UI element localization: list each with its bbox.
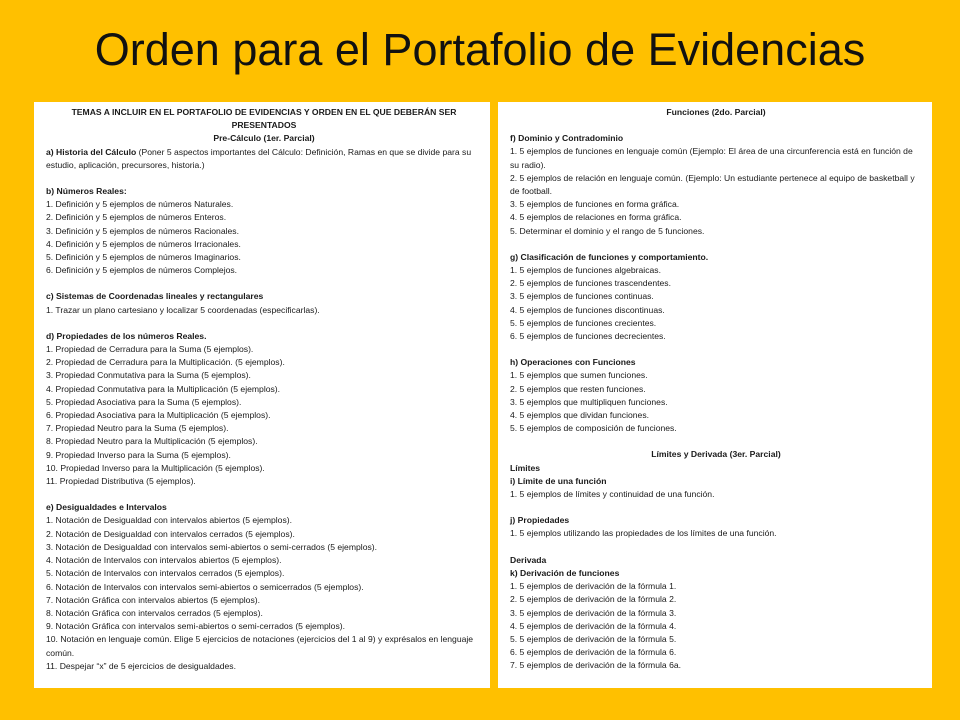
doc-heading: Límites y Derivada (3er. Parcial) xyxy=(651,449,781,460)
list-item: 9. Notación Gráfica con intervalos semi-abiertos o semi-cerrados (5 ejemplos). xyxy=(46,621,345,632)
spacer xyxy=(510,435,922,448)
list-item: 11. Despejar “x” de 5 ejercicios de desigualdades. xyxy=(46,660,236,671)
list-item: 2. 5 ejemplos que resten funciones. xyxy=(510,383,646,394)
list-item: 1. 5 ejemplos utilizando las propiedades de los límites de una función. xyxy=(510,528,777,539)
slide-title: Orden para el Portafolio de Evidencias xyxy=(94,24,866,75)
list-item: 3. Definición y 5 ejemplos de números Racionales. xyxy=(46,225,239,236)
list-item: 10. Propiedad Inverso para la Multiplicación (5 ejemplos). xyxy=(46,462,265,473)
list-item: 5. Determinar el dominio y el rango de 5 funciones. xyxy=(510,225,705,236)
list-item: 7. Notación Gráfica con intervalos abiertos (5 ejemplos). xyxy=(46,594,260,605)
list-item: 10. Notación en lenguaje común. Elige 5 ejercicios de notaciones (ejercicios del 1 al 9) y exprésalos en lenguaje común. xyxy=(46,634,474,658)
section-heading: h) Operaciones con Funciones xyxy=(510,357,636,368)
doc-heading: TEMAS A INCLUIR EN EL PORTAFOLIO DE EVIDENCIAS Y ORDEN EN EL QUE DEBERÁN SER PRESENTADOS xyxy=(71,107,457,131)
list-item: 2. 5 ejemplos de derivación de la fórmula 2. xyxy=(510,594,677,605)
list-item xyxy=(46,146,482,172)
doc-heading: Pre-Cálculo (1er. Parcial) xyxy=(213,133,315,144)
spacer xyxy=(510,238,922,251)
list-item: 1. 5 ejemplos que sumen funciones. xyxy=(510,370,648,381)
list-item: 6. Notación de Intervalos con intervalos semi-abiertos o semicerrados (5 ejemplos). xyxy=(46,581,364,592)
spacer xyxy=(510,119,922,132)
spacer xyxy=(46,488,482,501)
section-heading: k) Derivación de funciones xyxy=(510,567,620,578)
list-item: 2. Propiedad de Cerradura para la Multiplicación. (5 ejemplos). xyxy=(46,357,285,368)
list-item: 1. Propiedad de Cerradura para la Suma (5 ejemplos). xyxy=(46,344,254,355)
list-item: 6. Propiedad Asociativa para la Multiplicación (5 ejemplos). xyxy=(46,410,271,421)
spacer xyxy=(510,541,922,554)
list-item: 5. Propiedad Asociativa para la Suma (5 ejemplos). xyxy=(46,396,242,407)
list-item: 5. Notación de Intervalos con intervalos cerrados (5 ejemplos). xyxy=(46,568,285,579)
section-heading: Límites xyxy=(510,462,541,473)
section-heading: f) Dominio y Contradominio xyxy=(510,133,624,144)
section-description: (Poner 5 aspectos importantes del Cálculo: Definición, Ramas en que se divide para su estudio, aplicación, precursores, historia.) xyxy=(46,146,472,170)
list-item: 11. Propiedad Distributiva (5 ejemplos). xyxy=(46,476,196,487)
list-item: 4. Definición y 5 ejemplos de números Irracionales. xyxy=(46,238,241,249)
list-item: 1. Notación de Desigualdad con intervalos abiertos (5 ejemplos). xyxy=(46,515,293,526)
document-page-right xyxy=(498,102,932,688)
list-item: 9. Propiedad Inverso para la Suma (5 ejemplos). xyxy=(46,449,231,460)
list-item: 4. 5 ejemplos de derivación de la fórmula 4. xyxy=(510,620,677,631)
section-heading: j) Propiedades xyxy=(510,515,570,526)
list-item: 8. Notación Gráfica con intervalos cerrados (5 ejemplos). xyxy=(46,607,263,618)
document-page-left xyxy=(34,102,490,688)
section-heading: e) Desigualdades e Intervalos xyxy=(46,502,167,513)
list-item: 6. 5 ejemplos de derivación de la fórmula 6. xyxy=(510,647,677,658)
list-item: 1. 5 ejemplos de funciones en lenguaje común (Ejemplo: El área de una circunferencia está en función de su radio). xyxy=(510,146,913,170)
list-item: 4. Notación de Intervalos con intervalos abiertos (5 ejemplos). xyxy=(46,555,282,566)
list-item: 1. Trazar un plano cartesiano y localizar 5 coordenadas (especificarlas). xyxy=(46,304,320,315)
list-item: 3. 5 ejemplos que multipliquen funciones. xyxy=(510,396,668,407)
spacer xyxy=(510,343,922,356)
list-item: 2. Definición y 5 ejemplos de números Enteros. xyxy=(46,212,227,223)
spacer xyxy=(510,501,922,514)
list-item: 1. 5 ejemplos de límites y continuidad de una función. xyxy=(510,489,715,500)
list-item: 3. Notación de Desigualdad con intervalos semi-abiertos o semi-cerrados (5 ejemplos). xyxy=(46,541,378,552)
list-item: 6. 5 ejemplos de funciones decrecientes. xyxy=(510,331,666,342)
doc-heading: Funciones (2do. Parcial) xyxy=(666,107,766,117)
list-item: 5. Definición y 5 ejemplos de números Imaginarios. xyxy=(46,252,241,263)
list-item: 7. Propiedad Neutro para la Suma (5 ejemplos). xyxy=(46,423,229,434)
list-item: 3. 5 ejemplos de funciones en forma gráfica. xyxy=(510,199,680,210)
list-item: 4. 5 ejemplos de relaciones en forma gráfica. xyxy=(510,212,682,223)
section-label: a) Historia del Cálculo xyxy=(46,146,137,157)
section-heading: b) Números Reales: xyxy=(46,186,127,197)
list-item: 1. Definición y 5 ejemplos de números Naturales. xyxy=(46,199,234,210)
list-item: 3. Propiedad Conmutativa para la Suma (5 ejemplos). xyxy=(46,370,251,381)
list-item: 8. Propiedad Neutro para la Multiplicación (5 ejemplos). xyxy=(46,436,258,447)
spacer xyxy=(46,317,482,330)
list-item: 6. Definición y 5 ejemplos de números Complejos. xyxy=(46,265,238,276)
list-item: 4. 5 ejemplos que dividan funciones. xyxy=(510,410,650,421)
section-heading: Derivada xyxy=(510,554,547,565)
list-item: 5. 5 ejemplos de composición de funciones. xyxy=(510,423,677,434)
list-item: 4. Propiedad Conmutativa para la Multiplicación (5 ejemplos). xyxy=(46,383,281,394)
list-item: 7. 5 ejemplos de derivación de la fórmula 6a. xyxy=(510,660,682,671)
list-item: 1. 5 ejemplos de derivación de la fórmula 1. xyxy=(510,581,677,592)
list-item: 4. 5 ejemplos de funciones discontinuas. xyxy=(510,304,665,315)
spacer xyxy=(46,172,482,185)
list-item: 2. 5 ejemplos de funciones trascendentes. xyxy=(510,278,671,289)
list-item: 2. 5 ejemplos de relación en lenguaje común. (Ejemplo: Un estudiante pertenece al equipo de basketball y de football. xyxy=(510,172,915,197)
list-item: 3. 5 ejemplos de derivación de la fórmula 3. xyxy=(510,607,677,618)
section-heading: g) Clasificación de funciones y comportamiento. xyxy=(510,251,709,262)
list-item: 2. Notación de Desigualdad con intervalos cerrados (5 ejemplos). xyxy=(46,528,295,539)
spacer xyxy=(46,277,482,290)
list-item: 5. 5 ejemplos de derivación de la fórmula 5. xyxy=(510,633,677,644)
list-item: 5. 5 ejemplos de funciones crecientes. xyxy=(510,317,657,328)
list-item: 3. 5 ejemplos de funciones continuas. xyxy=(510,291,654,302)
section-heading: i) Límite de una función xyxy=(510,475,607,486)
list-item: 1. 5 ejemplos de funciones algebraicas. xyxy=(510,265,661,276)
section-heading: d) Propiedades de los números Reales. xyxy=(46,330,207,341)
section-heading: c) Sistemas de Coordenadas lineales y rectangulares xyxy=(46,291,264,302)
